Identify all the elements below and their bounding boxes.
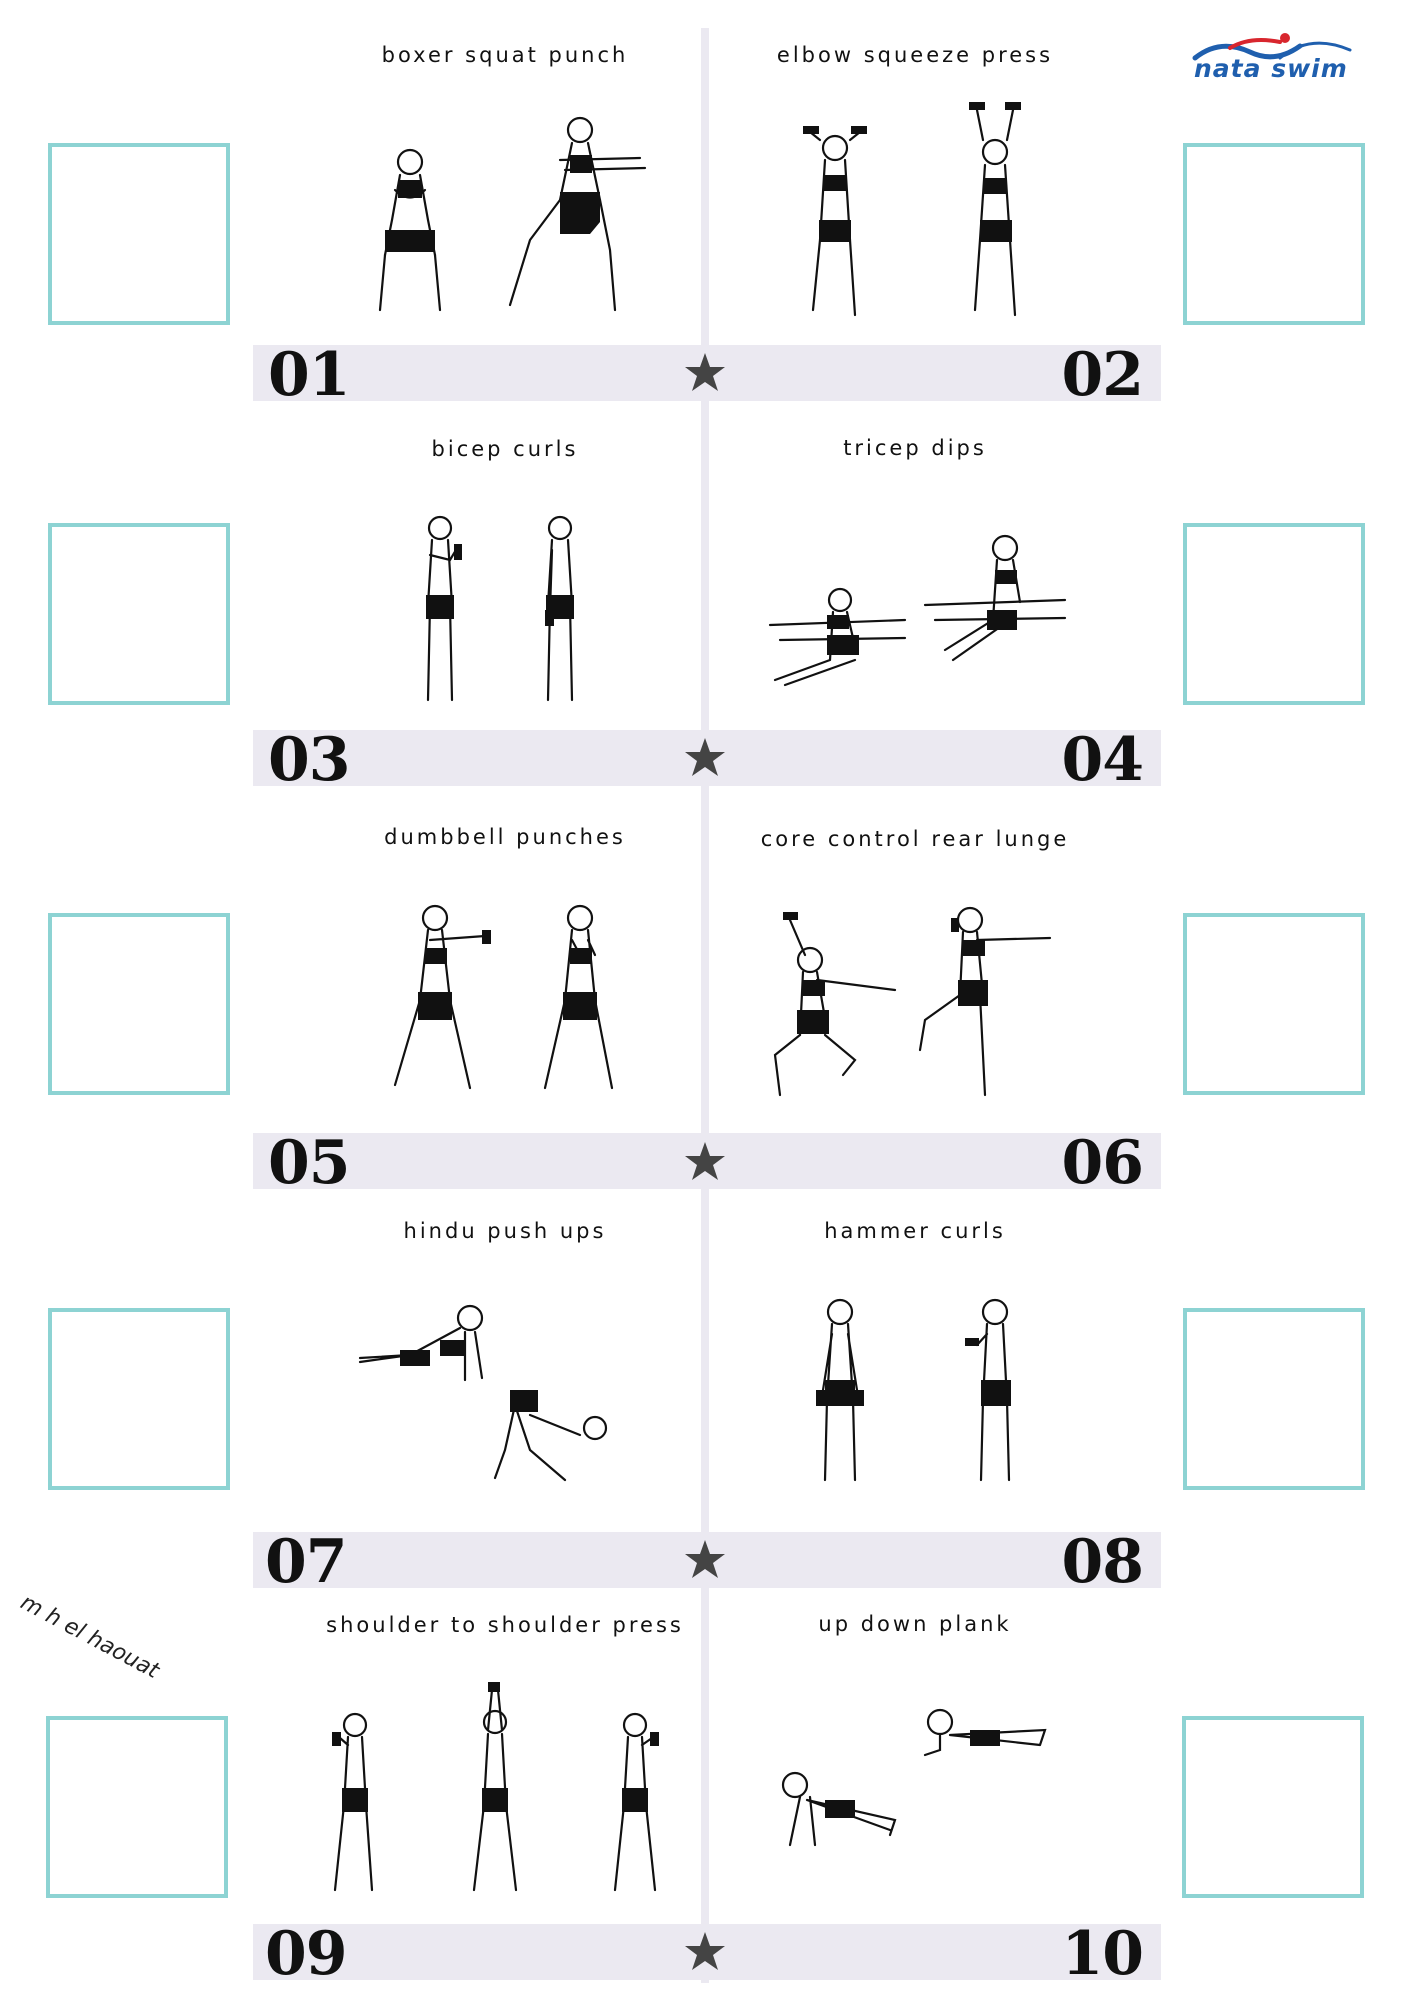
- center-divider: [701, 28, 709, 1983]
- star-icon: [683, 351, 727, 395]
- illustration-core-control-rear-lunge: [715, 860, 1155, 1110]
- checkbox-06[interactable]: [1183, 913, 1365, 1095]
- nataswim-logo: [1190, 28, 1360, 98]
- exercise-title-06: core control rear lunge: [760, 827, 1070, 851]
- checkbox-08[interactable]: [1183, 1308, 1365, 1490]
- illustration-boxer-squat-punch: [260, 80, 700, 330]
- illustration-shoulder-to-shoulder-press: [260, 1660, 700, 1910]
- checkbox-10[interactable]: [1182, 1716, 1364, 1898]
- exercise-number-04: 04: [1061, 725, 1143, 795]
- exercise-number-06: 06: [1061, 1128, 1143, 1198]
- exercise-number-10: 10: [1061, 1919, 1143, 1989]
- exercise-number-08: 08: [1061, 1527, 1143, 1597]
- checkbox-01[interactable]: [48, 143, 230, 325]
- exercise-number-07: 07: [265, 1527, 347, 1597]
- exercise-number-03: 03: [268, 725, 350, 795]
- illustration-hindu-push-ups: [260, 1250, 700, 1500]
- checkbox-05[interactable]: [48, 913, 230, 1095]
- illustration-hammer-curls: [715, 1250, 1155, 1500]
- exercise-number-01: 01: [268, 340, 350, 410]
- star-icon: [683, 736, 727, 780]
- checkbox-03[interactable]: [48, 523, 230, 705]
- illustration-tricep-dips: [715, 470, 1155, 720]
- author-signature: m h el haouat: [16, 1590, 164, 1684]
- illustration-up-down-plank: [715, 1660, 1155, 1910]
- exercise-title-01: boxer squat punch: [381, 43, 629, 67]
- checkbox-07[interactable]: [48, 1308, 230, 1490]
- illustration-bicep-curls: [260, 470, 700, 720]
- exercise-title-09: shoulder to shoulder press: [326, 1613, 684, 1637]
- exercise-title-07: hindu push ups: [403, 1219, 607, 1243]
- checkbox-04[interactable]: [1183, 523, 1365, 705]
- logo-text: nata swim: [1194, 54, 1348, 83]
- exercise-title-05: dumbbell punches: [384, 825, 626, 849]
- checkbox-02[interactable]: [1183, 143, 1365, 325]
- star-icon: [683, 1140, 727, 1184]
- exercise-title-04: tricep dips: [843, 436, 987, 460]
- illustration-dumbbell-punches: [260, 860, 700, 1110]
- star-icon: [683, 1538, 727, 1582]
- exercise-title-08: hammer curls: [824, 1219, 1006, 1243]
- exercise-title-03: bicep curls: [431, 437, 579, 461]
- exercise-title-02: elbow squeeze press: [776, 43, 1054, 67]
- exercise-number-09: 09: [265, 1919, 347, 1989]
- exercise-title-10: up down plank: [818, 1612, 1012, 1636]
- exercise-number-05: 05: [268, 1128, 350, 1198]
- star-icon: [683, 1930, 727, 1974]
- checkbox-09[interactable]: [46, 1716, 228, 1898]
- exercise-number-02: 02: [1061, 340, 1143, 410]
- illustration-elbow-squeeze-press: [715, 80, 1155, 330]
